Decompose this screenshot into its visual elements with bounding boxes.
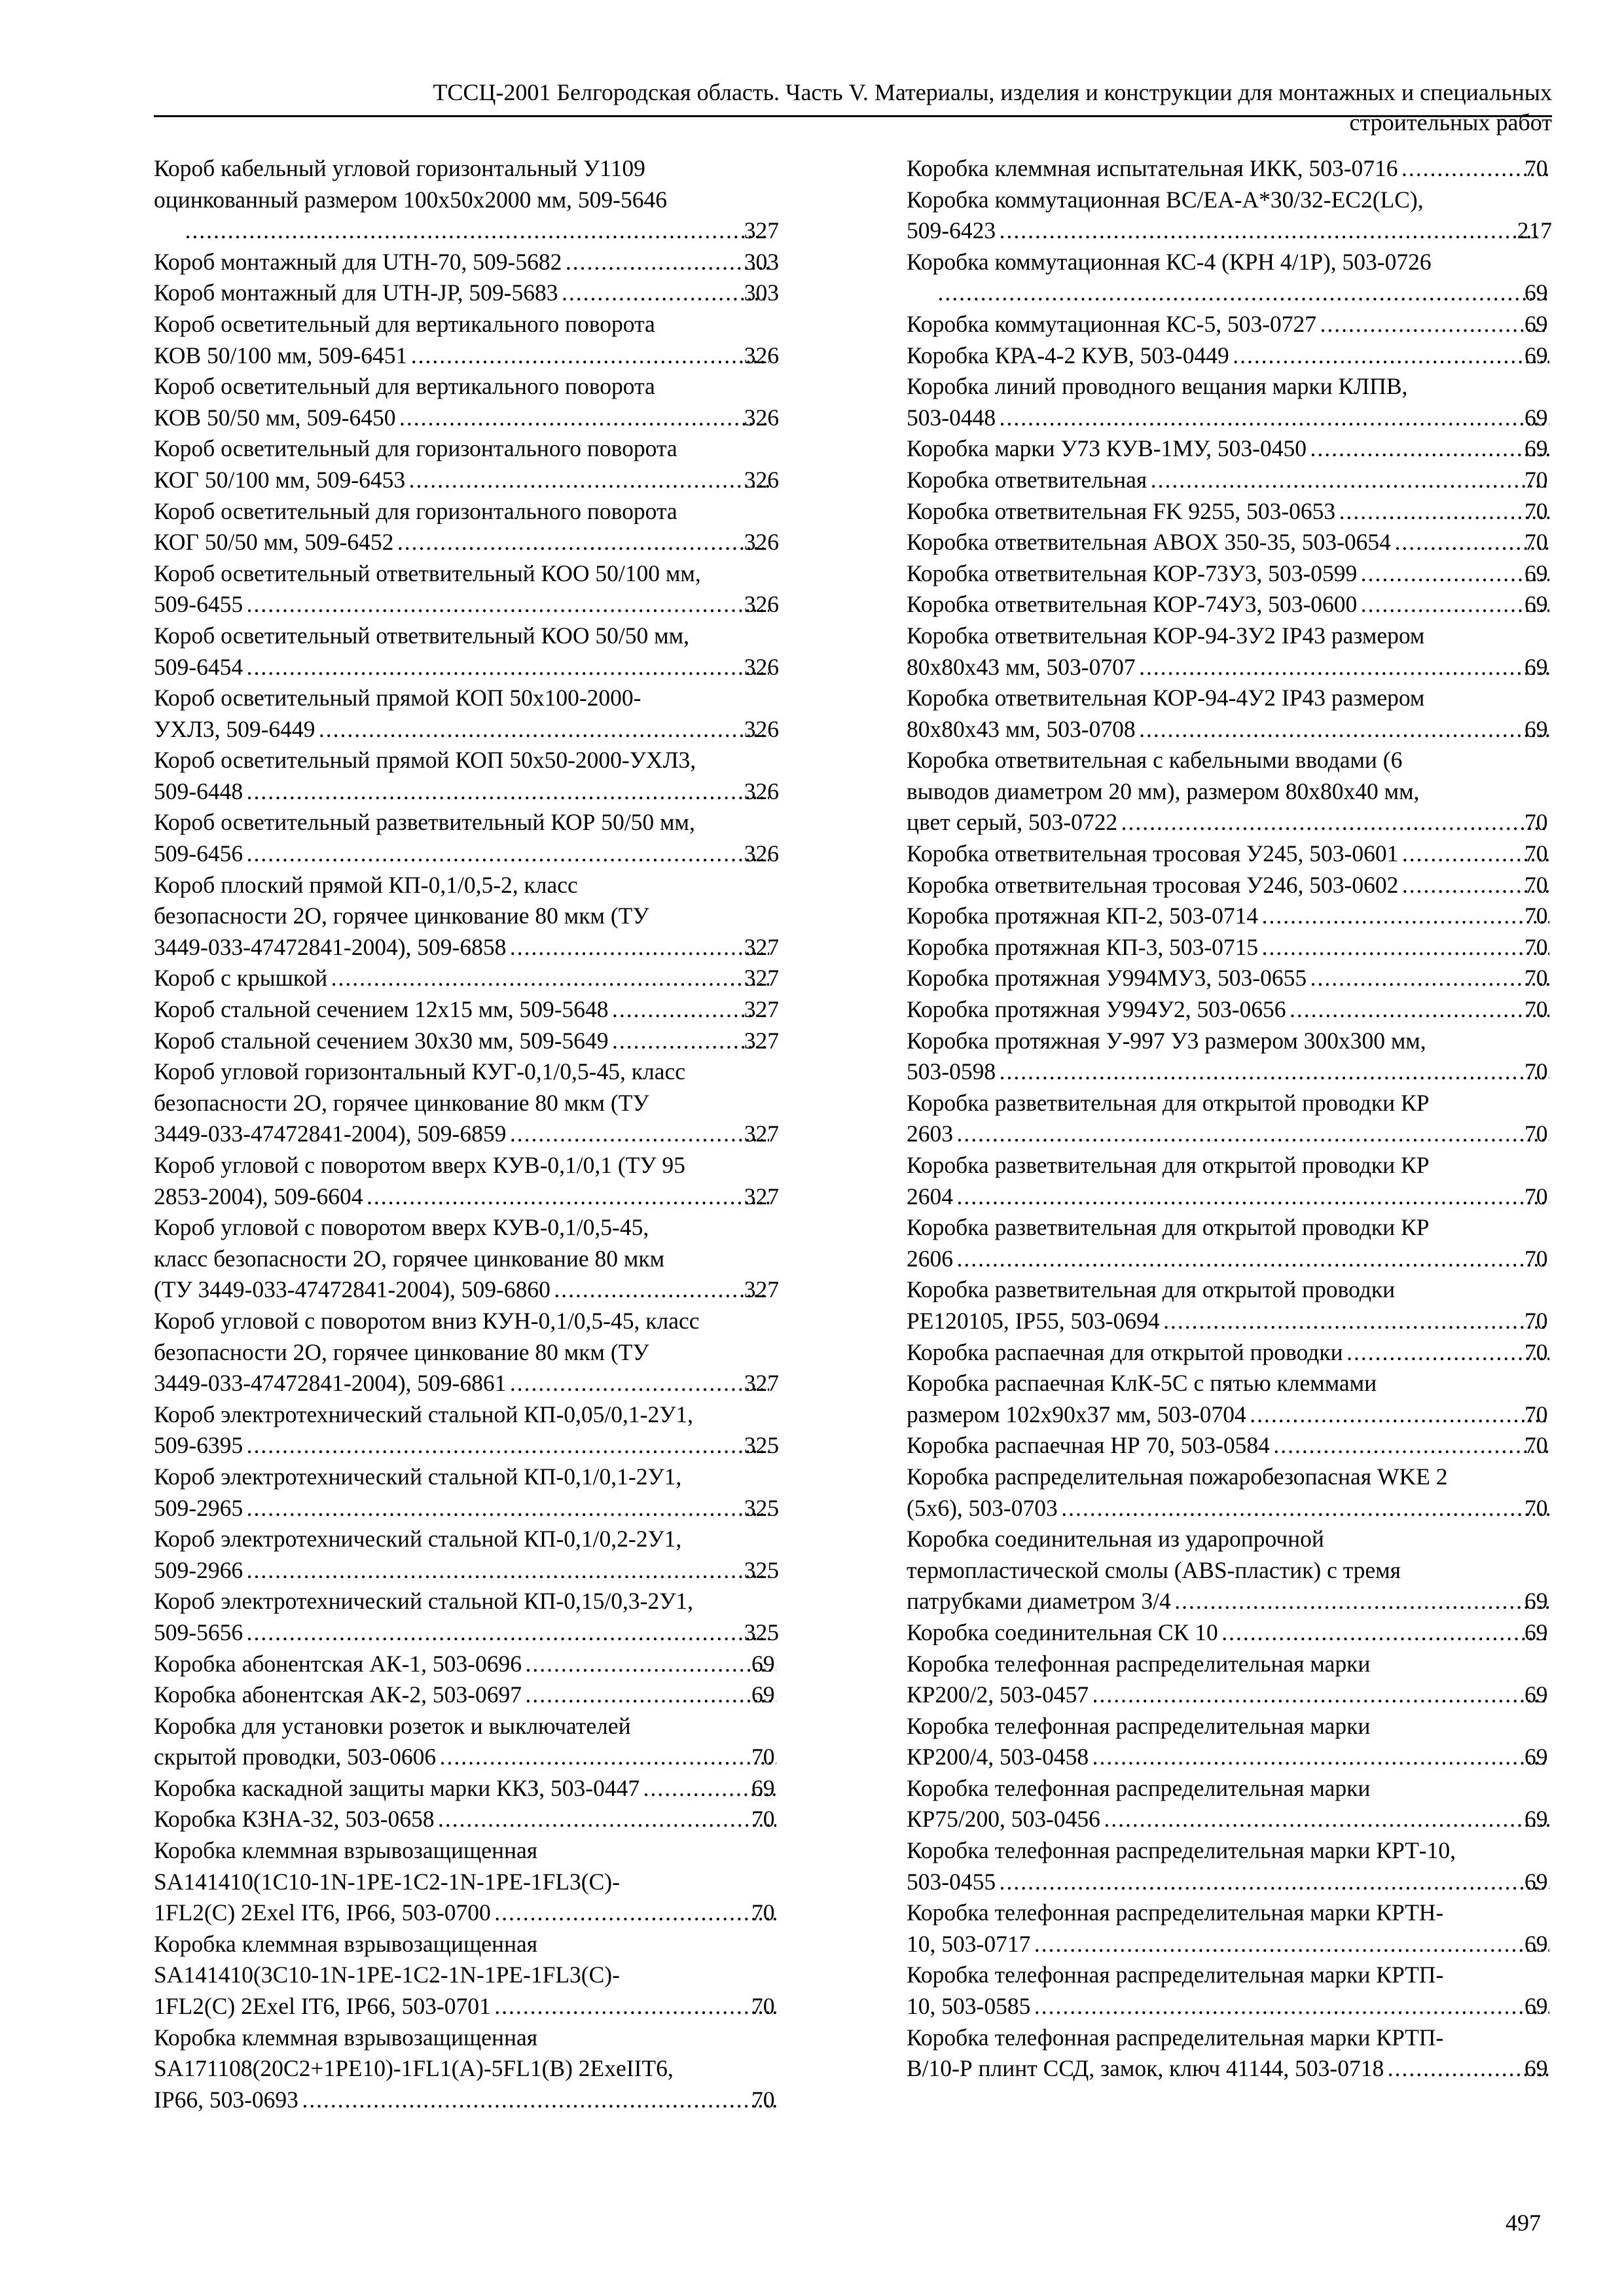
index-entry: Коробка разветвительная для открытой проводки КР 2606 ..... 70 xyxy=(907,1212,1552,1274)
entry-text: Коробка абонентская АК-1, 503-0696 xyxy=(154,1650,522,1677)
entry-text: Короб осветительный прямой КОП 50х50-2000-УХЛ3, xyxy=(154,747,696,774)
index-entry: Коробка марки У73 КУВ-1МУ, 503-0450 ..... 69 xyxy=(907,433,1552,465)
entry-text: Короб угловой с поворотом вниз КУН-0,1/0,5-45, класс xyxy=(154,1307,700,1334)
entry-text: Коробка коммутационная КС-4 (КРН 4/1Р), 503-0726 xyxy=(907,248,1432,275)
entry-text: Короб осветительный для вертикального поворота xyxy=(154,310,655,337)
entry-text: оцинкованный размером 100х50х2000 мм, 509-5646 xyxy=(154,186,667,213)
leader-dots xyxy=(1103,1804,1549,1835)
leader-dots xyxy=(301,2085,776,2116)
entry-text: Коробка телефонная распределительная марки КРТ-10, xyxy=(907,1837,1456,1864)
leader-dots xyxy=(437,1804,776,1835)
leader-dots xyxy=(408,465,769,496)
entry-text: 1FL2(C) 2Exel IT6, IP66, 503-0700 xyxy=(154,1899,491,1926)
leader-dots xyxy=(245,838,769,870)
entry-text: 10, 503-0717 xyxy=(907,1930,1031,1957)
index-entry: Коробка телефонная распределительная марки КРТН- 10, 503-0717 ..... 69 xyxy=(907,1897,1552,1960)
entry-text: УХЛ3, 509-6449 xyxy=(154,715,316,742)
leader-dots xyxy=(1221,1617,1549,1649)
entry-text: Коробка распаечная для открытой проводки xyxy=(907,1338,1343,1365)
entry-text: SA141410(3C10-1N-1PE-1C2-1N-1PE-1FL3(C)- xyxy=(154,1962,620,1988)
index-entry: Коробка разветвительная для открытой проводки КР 2603 ..... 70 xyxy=(907,1088,1552,1150)
entry-page-number: 325 xyxy=(744,1556,779,1583)
entry-page-number: 327 xyxy=(744,217,779,244)
leader-dots xyxy=(1138,652,1549,683)
leader-dots xyxy=(1120,807,1549,838)
leader-dots xyxy=(956,1244,1549,1275)
leader-dots xyxy=(494,1897,776,1929)
entry-text: Короб осветительный ответвительный КОО 50/50 мм, xyxy=(154,622,689,649)
index-entry: Коробка телефонная распределительная марки КРТП- 10, 503-0585 ..... 69 xyxy=(907,1960,1552,2022)
index-entry: Коробка соединительная из ударопрочной термопластической смолы (ABS-пластик) с тремя патрубками диаметром 3/4 ..... 69 xyxy=(907,1524,1552,1617)
index-entry xyxy=(154,309,779,371)
leader-dots xyxy=(998,1867,1549,1898)
entry-text: РЕ120105, IP55, 503-0694 xyxy=(907,1307,1160,1334)
entry-text: 80х80х43 мм, 503-0707 xyxy=(907,653,1136,680)
leader-dots xyxy=(998,215,1542,247)
index-entry xyxy=(154,1150,779,1212)
header-line-2: строительных работ xyxy=(1349,109,1552,135)
entry-text: Короб электротехнический стальной КП-0,15/0,3-2У1, xyxy=(154,1588,693,1615)
leader-dots xyxy=(560,278,768,309)
index-entry xyxy=(907,185,1552,247)
index-entry: Коробка распаечная КлК-5С с пятью клеммами размером 102х90х37 мм, 503-0704 ..... 70 xyxy=(907,1368,1552,1430)
leader-dots xyxy=(245,652,769,683)
index-entry xyxy=(154,371,779,433)
entry-text: Короб осветительный для вертикального поворота xyxy=(154,373,655,400)
index-entry: Коробка коммутационная КС-5, 503-0727 ..... 69 xyxy=(907,309,1552,340)
index-entry: Коробка абонентская АК-1, 503-0696 ..... 69 xyxy=(154,1649,779,1680)
index-entry: Коробка телефонная распределительная марки КР75/200, 503-0456 ..... 69 xyxy=(907,1773,1552,1835)
entry-text: Короб осветительный ответвительный КОО 50/100 мм, xyxy=(154,560,701,586)
leader-dots xyxy=(998,1056,1549,1088)
leader-dots xyxy=(1261,932,1549,963)
entry-text: Коробка КРА-4-2 КУВ, 503-0449 xyxy=(907,342,1229,368)
index-entry: Коробка протяжная У994У2, 503-0656 ..... 70 xyxy=(907,994,1552,1026)
entry-page-number: 326 xyxy=(744,778,779,804)
index-entry: Коробка телефонная распределительная марки КР200/4, 503-0458 ..... 69 xyxy=(907,1711,1552,1773)
entry-text: Короб монтажный для UTH-70, 509-5682 xyxy=(154,248,562,275)
entry-text: Короб с крышкой xyxy=(154,965,328,992)
entry-text: 503-0598 xyxy=(907,1058,996,1085)
leader-dots xyxy=(1091,1679,1549,1711)
leader-dots xyxy=(509,932,768,963)
leader-dots xyxy=(1174,1586,1549,1617)
entry-text: 509-5656 xyxy=(154,1619,244,1645)
header-rule xyxy=(154,115,1552,117)
entry-text: Коробка разветвительная для открытой проводки КР xyxy=(907,1089,1430,1116)
entry-text: 3449-033-47472841-2004), 509-6859 xyxy=(154,1121,507,1147)
index-entry: Коробка ответвительная ..... 70 xyxy=(907,465,1552,496)
index-entry xyxy=(154,247,779,278)
entry-text: Коробка протяжная У-997 У3 размером 300х300 мм, xyxy=(907,1027,1426,1054)
leader-dots xyxy=(1309,963,1549,994)
entry-page-number: 303 xyxy=(744,279,779,306)
leader-dots xyxy=(509,1368,768,1399)
entry-page-number: 326 xyxy=(744,404,779,431)
index-entry: Коробка протяжная У-997 У3 размером 300х300 мм, 503-0598 ..... 70 xyxy=(907,1026,1552,1088)
leader-dots xyxy=(1232,340,1549,372)
index-entry: Коробка протяжная КП-2, 503-0714 ..... 70 xyxy=(907,901,1552,932)
leader-dots xyxy=(245,1430,769,1462)
leader-dots xyxy=(410,340,769,372)
index-entry: Коробка ответвительная КОР-74У3, 503-0600 ..... 69 xyxy=(907,589,1552,620)
entry-text: Коробка ответвительная FK 9255, 503-0653 xyxy=(907,497,1336,524)
leader-dots xyxy=(184,215,769,247)
entry-page-number: 326 xyxy=(744,529,779,556)
entry-text: (5х6), 503-0703 xyxy=(907,1494,1058,1521)
entry-text: Короб электротехнический стальной КП-0,1/0,1-2У1, xyxy=(154,1463,682,1490)
entry-text: IP66, 503-0693 xyxy=(154,2086,298,2113)
entry-text: Коробка ответвительная КОР-94-3У2 IP43 размером xyxy=(907,622,1425,649)
leader-dots xyxy=(245,776,769,808)
entry-text: Коробка ответвительная КОР-74У3, 503-0600 xyxy=(907,591,1358,618)
leader-dots xyxy=(1309,433,1549,465)
entry-text: Коробка клеммная испытательная ИКК, 503-0716 xyxy=(907,155,1398,181)
leader-dots xyxy=(1091,1742,1549,1773)
index-entry: Коробка абонентская АК-2, 503-0697 ..... 69 xyxy=(154,1679,779,1711)
entry-text: безопасности 2О, горячее цинкование 80 мкм (ТУ xyxy=(154,903,649,929)
entry-text: Короб осветительный для горизонтального поворота xyxy=(154,435,677,462)
entry-text: Коробка клеммная взрывозащищенная xyxy=(154,2024,538,2051)
entry-text: Коробка протяжная У994У2, 503-0656 xyxy=(907,996,1286,1023)
entry-text: безопасности 2О, горячее цинкование 80 мкм (ТУ xyxy=(154,1338,649,1365)
entry-text: 80х80х43 мм, 503-0708 xyxy=(907,715,1136,742)
index-entry: Коробка ответвительная тросовая У246, 503-0602 ..... 70 xyxy=(907,870,1552,901)
entry-text: Коробка разветвительная для открытой проводки КР xyxy=(907,1214,1430,1241)
entry-text: SA171108(20C2+1PE10)-1FL1(A)-5FL1(B) 2ExeIIT6, xyxy=(154,2055,674,2082)
entry-text: Короб осветительный разветвительный КОР 50/50 мм, xyxy=(154,809,695,836)
entry-page-number: 327 xyxy=(744,1276,779,1303)
leader-dots xyxy=(509,1119,768,1150)
entry-page-number: 327 xyxy=(744,933,779,960)
entry-text: Короб электротехнический стальной КП-0,1/0,2-2У1, xyxy=(154,1526,682,1552)
entry-text: Короб стальной сечением 12х15 мм, 509-5648 xyxy=(154,996,609,1023)
entry-text: Короб осветительный для горизонтального поворота xyxy=(154,497,677,524)
entry-text: 509-2965 xyxy=(154,1494,244,1521)
entry-text: Коробка телефонная распределительная марки xyxy=(907,1774,1371,1801)
entry-page-number: 327 xyxy=(744,965,779,992)
leader-dots xyxy=(1272,1430,1549,1462)
leader-dots xyxy=(1138,714,1549,745)
header-line-1: ТССЦ-2001 Белгородская область. Часть V. Материалы, изделия и конструкции для монтажных и специальных xyxy=(433,79,1552,105)
entry-text: КР200/4, 503-0458 xyxy=(907,1744,1089,1770)
entry-text: Коробка коммутационная КС-5, 503-0727 xyxy=(907,310,1317,337)
index-entry xyxy=(154,433,779,495)
index-entry: Коробка разветвительная для открытой проводки РЕ120105, IP55, 503-0694 ..... 70 xyxy=(907,1274,1552,1336)
entry-text: Короб стальной сечением 30х30 мм, 509-5649 xyxy=(154,1027,609,1054)
index-entry xyxy=(154,496,779,558)
leader-dots xyxy=(1289,994,1549,1026)
entry-text: Коробка ответвительная тросовая У246, 503-0602 xyxy=(907,871,1399,898)
entry-page-number: 325 xyxy=(744,1619,779,1645)
leader-dots xyxy=(494,1991,776,2022)
entry-text: Коробка распаечная НР 70, 503-0584 xyxy=(907,1432,1270,1459)
entry-page-number: 326 xyxy=(744,591,779,618)
entry-text: Коробка протяжная КП-3, 503-0715 xyxy=(907,933,1259,960)
entry-text: Коробка разветвительная для открытой проводки КР xyxy=(907,1152,1430,1178)
index-entry xyxy=(154,1586,779,1648)
entry-text: 509-6395 xyxy=(154,1432,244,1459)
entry-text: КОГ 50/100 мм, 509-6453 xyxy=(154,466,406,493)
entry-text: Коробка распределительная пожаробезопасная WKE 2 xyxy=(907,1463,1448,1490)
entry-text: Коробка клеммная взрывозащищенная xyxy=(154,1930,538,1957)
leader-dots xyxy=(439,1742,776,1773)
entry-text: Коробка телефонная распределительная марки xyxy=(907,1712,1371,1739)
entry-text: 509-6454 xyxy=(154,653,244,680)
page-number: 497 xyxy=(1506,2210,1541,2236)
leader-dots xyxy=(245,1555,769,1587)
index-entry xyxy=(154,278,779,309)
index-entry: Коробка ответвительная ABOX 350-35, 503-0654 ..... 70 xyxy=(907,527,1552,558)
entry-text: Коробка ответвительная с кабельными вводами (6 xyxy=(907,747,1403,774)
index-entry xyxy=(154,963,779,994)
entry-text: Коробка ответвительная ABOX 350-35, 503-0654 xyxy=(907,529,1391,556)
entry-text: 2604 xyxy=(907,1183,953,1210)
index-entry: Коробка телефонная распределительная марки КР200/2, 503-0457 ..... 69 xyxy=(907,1649,1552,1711)
entry-text: класс безопасности 2О, горячее цинкование 80 мкм xyxy=(154,1245,665,1272)
entry-text: термопластической смолы (ABS-пластик) с тремя xyxy=(907,1556,1401,1583)
entry-page-number: 325 xyxy=(744,1494,779,1521)
index-entry: Коробка линий проводного вещания марки КЛПВ, 503-0448 ..... 69 xyxy=(907,371,1552,433)
index-column-left xyxy=(154,153,779,2115)
index-entry: Коробка коммутационная КС-4 (КРН 4/1Р), 503-0726 ..... 69 xyxy=(907,247,1552,309)
index-entry xyxy=(154,1212,779,1306)
index-entry: Коробка ответвительная FK 9255, 503-0653 ..... 70 xyxy=(907,496,1552,528)
entry-text: 3449-033-47472841-2004), 509-6861 xyxy=(154,1370,507,1397)
index-entry: Коробка каскадной защиты марки ККЗ, 503-0447 ..... 69 xyxy=(154,1773,779,1804)
entry-text: Коробка КЗНА-32, 503-0658 xyxy=(154,1806,435,1833)
entry-text: В/10-Р плинт ССД, замок, ключ 41144, 503-0718 xyxy=(907,2055,1384,2082)
leader-dots xyxy=(365,1181,768,1213)
entry-text: Коробка ответвительная КОР-94-4У2 IP43 размером xyxy=(907,685,1425,711)
entry-page-number: 327 xyxy=(744,1183,779,1210)
entry-text: Короб осветительный прямой КОП 50х100-2000- xyxy=(154,685,641,711)
entry-text: SA141410(1C10-1N-1PE-1C2-1N-1PE-1FL3(C)- xyxy=(154,1868,620,1895)
entry-text: 503-0455 xyxy=(907,1868,996,1895)
index-entry: Коробка соединительная СК 10 ..... 69 xyxy=(907,1617,1552,1649)
leader-dots xyxy=(524,1649,776,1680)
leader-dots xyxy=(937,278,1549,309)
entry-text: (ТУ 3449-033-47472841-2004), 509-6860 xyxy=(154,1276,550,1303)
entry-text: 509-6456 xyxy=(154,840,244,867)
leader-dots xyxy=(1360,589,1549,620)
index-entry xyxy=(154,620,779,683)
entry-text: Коробка телефонная распределительная марки КРТП- xyxy=(907,1962,1444,1988)
leader-dots xyxy=(564,247,768,278)
entry-text: Короб угловой горизонтальный КУГ-0,1/0,5-45, класс xyxy=(154,1058,685,1085)
entry-text: Короб угловой с поворотом вверх КУВ-0,1/0,1 (ТУ 95 xyxy=(154,1152,685,1178)
index-entry xyxy=(154,1056,779,1150)
index-entry: Коробка распределительная пожаробезопасная WKE 2 (5х6), 503-0703 ..... 70 xyxy=(907,1462,1552,1524)
entry-text: Короб угловой с поворотом вверх КУВ-0,1/0,5-45, xyxy=(154,1214,649,1241)
entry-text: Короб электротехнический стальной КП-0,05/0,1-2У1, xyxy=(154,1401,693,1427)
entry-page-number: 326 xyxy=(744,466,779,493)
entry-text: Коробка протяжная КП-2, 503-0714 xyxy=(907,903,1259,929)
leader-dots xyxy=(1149,465,1549,496)
leader-dots xyxy=(1319,309,1549,340)
entry-text: Короб кабельный угловой горизонтальный У1109 xyxy=(154,155,645,181)
entry-text: Коробка линий проводного вещания марки КЛПВ, xyxy=(907,373,1408,400)
leader-dots xyxy=(1360,558,1549,590)
entry-text: Коробка ответвительная КОР-73У3, 503-0599 xyxy=(907,560,1358,586)
index-entry: Коробка распаечная НР 70, 503-0584 ..... 70 xyxy=(907,1430,1552,1462)
index-entry: Коробка ответвительная КОР-94-4У2 IP43 размером 80х80х43 мм, 503-0708 ..... 69 xyxy=(907,683,1552,745)
index-entry: Коробка КЗНА-32, 503-0658 ..... 70 xyxy=(154,1804,779,1835)
entry-text: КОВ 50/50 мм, 509-6450 xyxy=(154,404,396,431)
entry-page-number: 327 xyxy=(744,1370,779,1397)
entry-text: Короб монтажный для UTH-JP, 509-5683 xyxy=(154,279,558,306)
entry-text: Коробка каскадной защиты марки ККЗ, 503-0447 xyxy=(154,1774,640,1801)
entry-text: Коробка телефонная распределительная марки xyxy=(907,1650,1371,1677)
leader-dots xyxy=(398,403,768,434)
entry-text: Коробка ответвительная xyxy=(907,466,1147,493)
leader-dots xyxy=(998,403,1549,434)
entry-text: 10, 503-0585 xyxy=(907,1993,1031,2020)
index-entry xyxy=(154,683,779,745)
entry-text: безопасности 2О, горячее цинкование 80 мкм (ТУ xyxy=(154,1089,649,1116)
entry-page-number: 326 xyxy=(744,715,779,742)
index-entry: Коробка протяжная У994МУ3, 503-0655 ..... 70 xyxy=(907,963,1552,994)
entry-text: патрубками диаметром 3/4 xyxy=(907,1588,1171,1615)
entry-text: 509-6423 xyxy=(907,217,996,244)
index-entry xyxy=(154,870,779,963)
entry-text: Коробка соединительная СК 10 xyxy=(907,1619,1218,1645)
entry-text: Коробка протяжная У994МУ3, 503-0655 xyxy=(907,965,1307,992)
entry-page-number: 327 xyxy=(744,1027,779,1054)
index-column-right xyxy=(907,153,1552,2085)
leader-dots xyxy=(1060,1493,1549,1524)
index-entry xyxy=(154,994,779,1026)
index-entry: Коробка КРА-4-2 КУВ, 503-0449 ..... 69 xyxy=(907,340,1552,372)
entry-page-number: 326 xyxy=(744,342,779,368)
entry-text: размером 102х90х37 мм, 503-0704 xyxy=(907,1401,1246,1427)
index-entry xyxy=(154,1399,779,1462)
entry-text: Коробка разветвительная для открытой проводки xyxy=(907,1276,1396,1303)
leader-dots xyxy=(245,1617,769,1649)
entry-page-number: 326 xyxy=(744,840,779,867)
running-header xyxy=(154,77,1552,137)
index-entry xyxy=(154,807,779,869)
entry-text: 509-6455 xyxy=(154,591,244,618)
index-entry xyxy=(154,1462,779,1524)
index-entry xyxy=(154,1026,779,1057)
entry-text: Коробка соединительная из ударопрочной xyxy=(907,1526,1324,1552)
leader-dots xyxy=(1163,1306,1549,1337)
leader-dots xyxy=(317,714,768,745)
index-entry: Коробка распаечная для открытой проводки ..... 70 xyxy=(907,1337,1552,1369)
entry-page-number: 325 xyxy=(744,1432,779,1459)
entry-page-number: 303 xyxy=(744,248,779,275)
index-entry: Коробка телефонная распределительная марки КРТ-10, 503-0455 ..... 69 xyxy=(907,1835,1552,1897)
leader-dots xyxy=(245,1493,769,1524)
leader-dots xyxy=(524,1679,776,1711)
entry-text: КР200/2, 503-0457 xyxy=(907,1681,1089,1708)
index-entry: Коробка разветвительная для открытой проводки КР 2604 ..... 70 xyxy=(907,1150,1552,1212)
entry-page-number: 327 xyxy=(744,1121,779,1147)
entry-text: 509-6448 xyxy=(154,778,244,804)
entry-text: 509-2966 xyxy=(154,1556,244,1583)
entry-page-number: 327 xyxy=(744,996,779,1023)
entry-text: КОГ 50/50 мм, 509-6452 xyxy=(154,529,394,556)
leader-dots xyxy=(1261,901,1549,932)
index-entry xyxy=(154,745,779,807)
index-entry xyxy=(154,1306,779,1399)
leader-dots xyxy=(553,1274,769,1306)
leader-dots xyxy=(330,963,769,994)
entry-page-number: 217 xyxy=(1517,217,1552,244)
index-entry: Коробка телефонная распределительная марки КРТП- В/10-Р плинт ССД, замок, ключ 41144, 503-0718 ..... 69 xyxy=(907,2022,1552,2085)
leader-dots xyxy=(245,589,769,620)
leader-dots xyxy=(1249,1399,1549,1431)
index-entry: Коробка ответвительная с кабельными вводами (6 выводов диаметром 20 мм), размером 80х80х40 мм, цвет серый, 503-0722 ..... 70 xyxy=(907,745,1552,838)
entry-text: Коробка коммутационная BC/EA-A*30/32-EC2(LC), xyxy=(907,186,1424,213)
leader-dots xyxy=(1338,496,1549,528)
entry-text: Коробка телефонная распределительная марки КРТП- xyxy=(907,2024,1444,2051)
index-entry: Коробка ответвительная КОР-73У3, 503-0599 ..... 69 xyxy=(907,558,1552,590)
leader-dots xyxy=(1033,1991,1549,2022)
index-entry xyxy=(154,558,779,620)
entry-text: Коробка ответвительная тросовая У245, 503-0601 xyxy=(907,840,1399,867)
leader-dots xyxy=(1033,1929,1549,1960)
entry-text: 2603 xyxy=(907,1121,953,1147)
entry-text: Короб плоский прямой КП-0,1/0,5-2, класс xyxy=(154,871,578,898)
index-entry: Коробка клеммная взрывозащищенная SA141410(1C10-1N-1PE-1C2-1N-1PE-1FL3(C)- 1FL2(C) 2Exel IT6, IP66, 503-0700 ..... 70 xyxy=(154,1835,779,1929)
entry-text: 1FL2(C) 2Exel IT6, IP66, 503-0701 xyxy=(154,1993,491,2020)
entry-text: Коробка клеммная взрывозащищенная xyxy=(154,1837,538,1864)
entry-text: 2606 xyxy=(907,1245,953,1272)
index-entry xyxy=(154,1524,779,1586)
entry-text: 503-0448 xyxy=(907,404,996,431)
index-entry: Коробка клеммная испытательная ИКК, 503-0716 ..... 70 xyxy=(907,153,1552,185)
index-entry: Коробка для установки розеток и выключателей скрытой проводки, 503-0606 ..... 70 xyxy=(154,1711,779,1773)
entry-text: Коробка марки У73 КУВ-1МУ, 503-0450 xyxy=(907,435,1307,462)
leader-dots xyxy=(396,527,768,558)
entry-text: цвет серый, 503-0722 xyxy=(907,809,1118,836)
entry-text: Коробка распаечная КлК-5С с пятью клеммами xyxy=(907,1370,1377,1397)
leader-dots xyxy=(956,1119,1549,1150)
entry-text: Коробка телефонная распределительная марки КРТН- xyxy=(907,1899,1444,1926)
entry-text: Коробка абонентская АК-2, 503-0697 xyxy=(154,1681,522,1708)
index-entry: Коробка клеммная взрывозащищенная SA141410(3C10-1N-1PE-1C2-1N-1PE-1FL3(C)- 1FL2(C) 2Exel IT6, IP66, 503-0701 ..... 70 xyxy=(154,1929,779,2022)
index-entry xyxy=(154,153,779,247)
index-entry: Коробка ответвительная тросовая У245, 503-0601 ..... 70 xyxy=(907,838,1552,870)
entry-text: выводов диаметром 20 мм), размером 80х80х40 мм, xyxy=(907,778,1420,804)
entry-text: скрытой проводки, 503-0606 xyxy=(154,1744,437,1770)
leader-dots xyxy=(956,1181,1549,1213)
index-entry: Коробка ответвительная КОР-94-3У2 IP43 размером 80х80х43 мм, 503-0707 ..... 69 xyxy=(907,620,1552,683)
entry-text: 3449-033-47472841-2004), 509-6858 xyxy=(154,933,507,960)
entry-page-number: 326 xyxy=(744,653,779,680)
entry-text: Коробка для установки розеток и выключателей xyxy=(154,1712,631,1739)
index-entry: Коробка клеммная взрывозащищенная SA171108(20C2+1PE10)-1FL1(A)-5FL1(B) 2ExeIIT6, IP66, 503-0693 ..... 70 xyxy=(154,2022,779,2116)
index-entry: Коробка протяжная КП-3, 503-0715 ..... 70 xyxy=(907,932,1552,963)
entry-text: 2853-2004), 509-6604 xyxy=(154,1183,363,1210)
entry-text: КР75/200, 503-0456 xyxy=(907,1806,1100,1833)
entry-text: КОВ 50/100 мм, 509-6451 xyxy=(154,342,408,368)
leader-dots xyxy=(1346,1337,1549,1369)
